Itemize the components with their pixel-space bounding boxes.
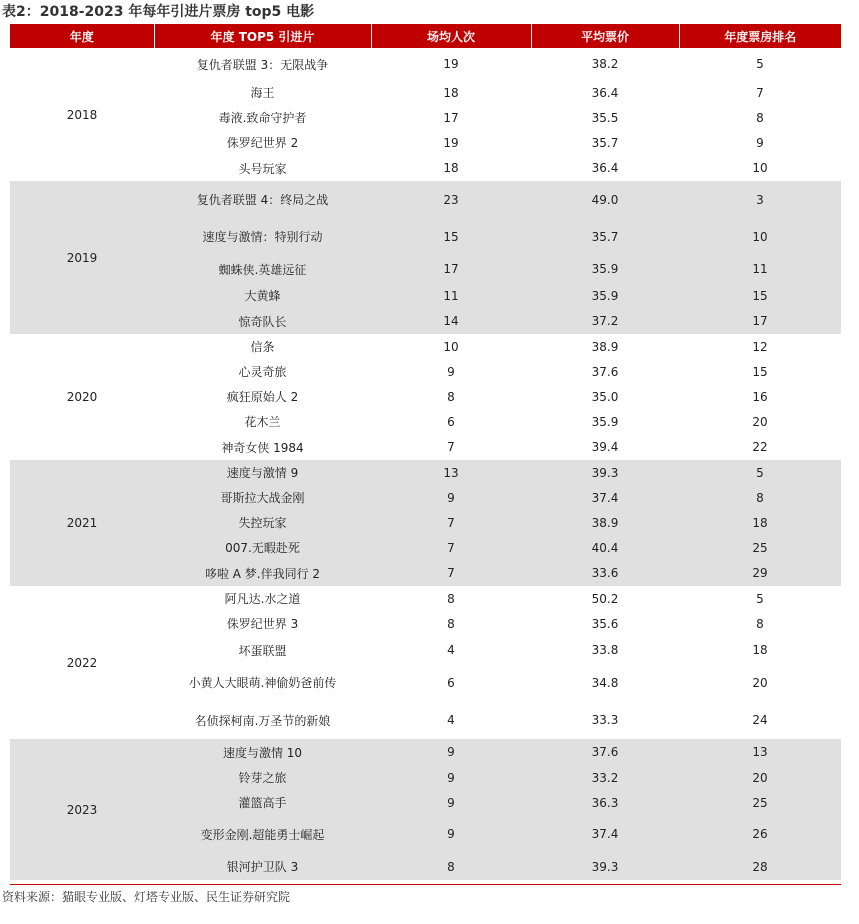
attendance-cell: 23 <box>371 181 531 218</box>
film-cell: 速度与激情 9 <box>154 460 371 485</box>
price-cell: 33.3 <box>591 713 619 727</box>
film-cell: 心灵奇旅 <box>238 365 287 379</box>
price-cell: 35.9 <box>531 255 679 283</box>
table-title: 表2：2018-2023 年每年引进片票房 top5 电影 <box>2 4 315 20</box>
film-cell: 蜘蛛侠.英雄远征 <box>154 255 371 283</box>
film-cell: 007.无暇赴死 <box>154 535 371 560</box>
source-note: 资料来源：猫眼专业版、灯塔专业版、民生证券研究院 <box>2 890 291 904</box>
rank-cell: 5 <box>756 57 764 71</box>
attendance-cell: 19 <box>443 57 459 71</box>
attendance-cell: 8 <box>371 853 531 880</box>
header-avg-price: 平均票价 <box>531 24 679 48</box>
header-row <box>10 24 841 48</box>
film-cell: 速度与激情 10 <box>154 739 371 765</box>
film-cell: 小黄人大眼萌.神偷奶爸前传 <box>188 676 337 690</box>
group-2020 <box>10 334 841 460</box>
bottom-rule <box>10 884 841 885</box>
rank-cell: 5 <box>756 591 764 606</box>
film-cell: 侏罗纪世界 2 <box>226 136 299 150</box>
attendance-cell: 11 <box>371 283 531 308</box>
table-row <box>10 586 841 611</box>
year-cell: 2020 <box>66 390 98 404</box>
table-row <box>10 460 841 485</box>
attendance-cell: 10 <box>443 339 459 354</box>
rank-cell: 11 <box>679 255 841 283</box>
film-cell: 变形金刚.超能勇士崛起 <box>154 815 371 853</box>
attendance-cell: 7 <box>447 440 455 454</box>
film-cell: 灌篮高手 <box>154 790 371 815</box>
price-cell: 33.6 <box>531 560 679 586</box>
attendance-cell: 9 <box>371 815 531 853</box>
attendance-cell: 14 <box>371 308 531 334</box>
table-row <box>10 181 841 218</box>
box-office-table <box>10 24 841 880</box>
film-cell: 疯狂原始人 2 <box>226 390 299 404</box>
rank-cell: 20 <box>752 414 768 429</box>
film-cell: 铃芽之旅 <box>154 765 371 790</box>
header-rank: 年度票房排名 <box>679 24 841 48</box>
attendance-cell: 9 <box>371 485 531 510</box>
rank-cell: 26 <box>679 815 841 853</box>
group-2022 <box>10 586 841 739</box>
attendance-cell: 17 <box>443 110 459 125</box>
attendance-cell: 7 <box>371 510 531 535</box>
price-cell: 37.4 <box>531 815 679 853</box>
rank-cell: 10 <box>752 161 768 175</box>
year-cell: 2022 <box>66 655 98 670</box>
group-2019 <box>10 181 841 334</box>
price-cell: 37.2 <box>531 308 679 334</box>
attendance-cell: 4 <box>447 643 455 657</box>
attendance-cell: 7 <box>371 560 531 586</box>
rank-cell: 25 <box>679 535 841 560</box>
price-cell: 38.9 <box>531 510 679 535</box>
attendance-cell: 19 <box>443 135 459 150</box>
film-cell: 速度与激情：特别行动 <box>154 218 371 255</box>
attendance-cell: 4 <box>447 713 455 727</box>
rank-cell: 13 <box>679 739 841 765</box>
rank-cell: 7 <box>756 85 764 100</box>
film-cell: 坏蛋联盟 <box>238 643 287 658</box>
rank-cell: 22 <box>752 440 768 454</box>
price-cell: 38.2 <box>591 57 619 71</box>
price-cell: 33.8 <box>591 643 619 657</box>
rank-cell: 18 <box>679 510 841 535</box>
rank-cell: 28 <box>679 853 841 880</box>
film-cell: 阿凡达.水之道 <box>224 592 301 606</box>
rank-cell: 29 <box>679 560 841 586</box>
price-cell: 35.7 <box>591 135 619 150</box>
price-cell: 49.0 <box>531 181 679 218</box>
price-cell: 35.5 <box>591 110 619 125</box>
group-2021 <box>10 460 841 586</box>
group-2018 <box>10 48 841 181</box>
price-cell: 39.4 <box>591 440 619 454</box>
price-cell: 39.3 <box>531 460 679 485</box>
rank-cell: 18 <box>752 643 768 657</box>
attendance-cell: 13 <box>371 460 531 485</box>
rank-cell: 10 <box>679 218 841 255</box>
attendance-cell: 6 <box>447 414 455 429</box>
rank-cell: 5 <box>679 460 841 485</box>
table-row <box>10 334 841 359</box>
rank-cell: 20 <box>752 675 768 690</box>
film-cell: 银河护卫队 3 <box>154 853 371 880</box>
attendance-cell: 15 <box>371 218 531 255</box>
attendance-cell: 9 <box>371 790 531 815</box>
film-cell: 侏罗纪世界 3 <box>226 617 299 631</box>
year-cell: 2019 <box>10 181 154 334</box>
film-cell: 神奇女侠 1984 <box>221 440 304 455</box>
film-cell: 复仇者联盟 3：无限战争 <box>196 57 329 72</box>
film-cell: 哥斯拉大战金刚 <box>154 485 371 510</box>
price-cell: 50.2 <box>591 591 619 606</box>
price-cell: 39.3 <box>531 853 679 880</box>
rank-cell: 17 <box>679 308 841 334</box>
film-cell: 信条 <box>250 340 275 354</box>
price-cell: 35.9 <box>531 283 679 308</box>
attendance-cell: 9 <box>447 364 455 379</box>
rank-cell: 8 <box>679 485 841 510</box>
film-cell: 哆啦 A 梦.伴我同行 2 <box>154 560 371 586</box>
attendance-cell: 9 <box>371 765 531 790</box>
price-cell: 38.9 <box>591 339 619 354</box>
rank-cell: 24 <box>752 713 768 727</box>
film-cell: 惊奇队长 <box>154 308 371 334</box>
price-cell: 36.4 <box>591 161 619 175</box>
rank-cell: 9 <box>756 135 764 150</box>
table-row <box>10 48 841 80</box>
film-cell: 名侦探柯南.万圣节的新娘 <box>194 713 331 728</box>
attendance-cell: 6 <box>447 675 455 690</box>
attendance-cell: 8 <box>447 591 455 606</box>
price-cell: 37.6 <box>531 739 679 765</box>
attendance-cell: 8 <box>447 389 455 404</box>
price-cell: 33.2 <box>531 765 679 790</box>
rank-cell: 3 <box>679 181 841 218</box>
rank-cell: 12 <box>752 339 768 354</box>
rank-cell: 16 <box>752 389 768 404</box>
film-cell: 花木兰 <box>244 415 281 429</box>
price-cell: 35.9 <box>591 414 619 429</box>
rank-cell: 15 <box>752 364 768 379</box>
film-cell: 复仇者联盟 4：终局之战 <box>154 181 371 218</box>
price-cell: 40.4 <box>531 535 679 560</box>
rank-cell: 8 <box>756 616 764 631</box>
rank-cell: 25 <box>679 790 841 815</box>
rank-cell: 8 <box>756 110 764 125</box>
attendance-cell: 18 <box>443 161 459 175</box>
price-cell: 35.6 <box>591 616 619 631</box>
price-cell: 35.7 <box>531 218 679 255</box>
price-cell: 36.3 <box>531 790 679 815</box>
year-cell: 2018 <box>66 107 98 122</box>
attendance-cell: 18 <box>443 85 459 100</box>
attendance-cell: 8 <box>447 616 455 631</box>
price-cell: 36.4 <box>591 85 619 100</box>
rank-cell: 15 <box>679 283 841 308</box>
film-cell: 失控玩家 <box>154 510 371 535</box>
price-cell: 37.6 <box>591 364 619 379</box>
group-2023 <box>10 739 841 880</box>
header-avg-attendance: 场均人次 <box>371 24 531 48</box>
header-year: 年度 <box>10 24 154 48</box>
film-cell: 海王 <box>250 86 275 100</box>
film-cell: 大黄蜂 <box>154 283 371 308</box>
price-cell: 34.8 <box>591 675 619 690</box>
attendance-cell: 7 <box>371 535 531 560</box>
price-cell: 37.4 <box>531 485 679 510</box>
year-cell: 2021 <box>10 460 154 586</box>
film-cell: 毒液.致命守护者 <box>218 111 307 125</box>
rank-cell: 20 <box>679 765 841 790</box>
header-film: 年度 TOP5 引进片 <box>154 24 371 48</box>
attendance-cell: 9 <box>371 739 531 765</box>
table-row <box>10 739 841 765</box>
attendance-cell: 17 <box>371 255 531 283</box>
year-cell: 2023 <box>10 739 154 880</box>
film-cell: 头号玩家 <box>238 161 287 176</box>
price-cell: 35.0 <box>591 389 619 404</box>
